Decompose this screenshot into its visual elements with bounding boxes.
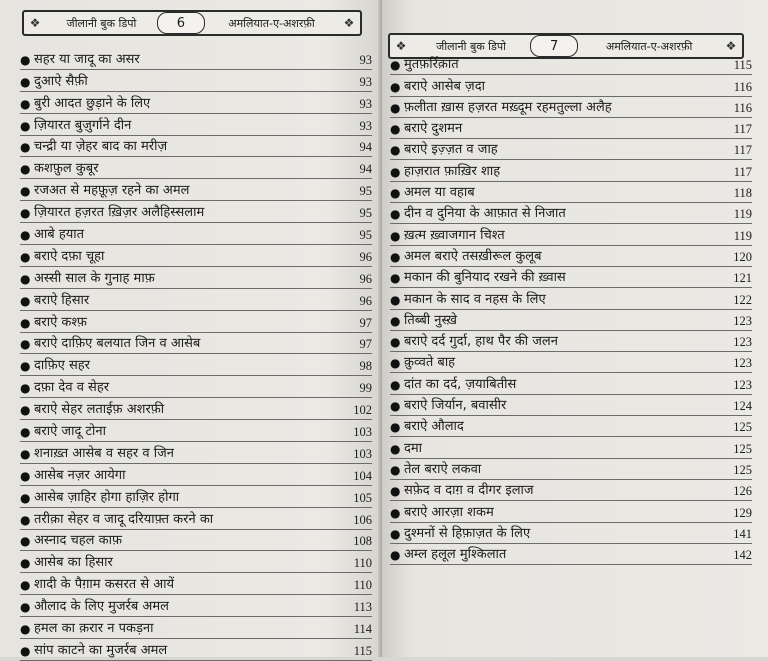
entry-title: बुरी आदत छुड़ाने के लिए <box>34 95 151 111</box>
toc-entry <box>20 639 372 661</box>
entry-title: अमल या वहाब <box>404 185 475 201</box>
bullet-icon: ● <box>20 425 31 440</box>
toc-entry <box>390 182 752 203</box>
toc-entry <box>390 544 752 565</box>
entry-page-number: 123 <box>733 313 752 328</box>
entry-page-number: 116 <box>733 79 752 94</box>
bullet-icon: ● <box>20 140 31 155</box>
entry-title: आसेब का हिसार <box>34 555 113 571</box>
table-of-contents <box>20 48 372 661</box>
bullet-icon: ● <box>20 74 31 89</box>
bullet-icon: ● <box>20 622 31 637</box>
bullet-icon: ● <box>20 184 31 199</box>
bullet-icon: ● <box>390 420 401 435</box>
toc-entry <box>390 459 752 480</box>
bullet-icon: ● <box>390 505 401 520</box>
entry-page-number: 94 <box>359 140 372 155</box>
entry-title: शनाख़्त आसेब व सहर व जिन <box>34 445 174 461</box>
entry-page-number: 125 <box>733 462 752 477</box>
entry-title: औलाद के लिए मुजर्रब अमल <box>34 599 169 615</box>
toc-entry <box>390 310 752 331</box>
toc-entry <box>20 70 372 92</box>
bullet-icon: ● <box>390 100 401 115</box>
entry-page-number: 96 <box>359 271 372 286</box>
toc-entry <box>20 551 372 573</box>
entry-page-number: 129 <box>733 505 752 520</box>
entry-page-number: 115 <box>353 643 372 658</box>
entry-page-number: 95 <box>359 184 372 199</box>
entry-page-number: 95 <box>359 206 372 221</box>
entry-page-number: 113 <box>353 600 372 615</box>
entry-page-number: 141 <box>733 526 752 541</box>
entry-title: तेल बराऐ लकवा <box>404 461 482 477</box>
entry-title: बराऐ दुशमन <box>404 121 463 137</box>
bullet-icon: ● <box>20 600 31 615</box>
entry-title: बराऐ दफ़ा चूहा <box>34 248 105 264</box>
toc-entry <box>390 480 752 501</box>
toc-entry <box>390 246 752 267</box>
entry-title: दुआऐ सैफ़ी <box>34 73 88 89</box>
entry-title: दफ़ा देव व सेहर <box>34 380 110 396</box>
bullet-icon: ● <box>390 271 401 286</box>
toc-entry <box>20 267 372 289</box>
toc-entry <box>390 501 752 522</box>
entry-page-number: 123 <box>733 335 752 350</box>
entry-page-number: 96 <box>359 293 372 308</box>
bullet-icon: ● <box>20 315 31 330</box>
entry-page-number: 110 <box>353 556 372 571</box>
page-number: 6 <box>157 12 205 34</box>
entry-title: मुतफ़र्रिक़ात <box>404 57 459 73</box>
entry-page-number: 122 <box>733 292 752 307</box>
ornament-icon: ❖ <box>725 39 737 53</box>
bullet-icon: ● <box>390 122 401 137</box>
bullet-icon: ● <box>20 381 31 396</box>
toc-entry <box>20 333 372 355</box>
toc-entry <box>20 223 372 245</box>
toc-entry <box>390 395 752 416</box>
bullet-icon: ● <box>390 186 401 201</box>
toc-entry <box>390 373 752 394</box>
entry-title: बराऐ जिर्यान, बवासीर <box>404 398 507 414</box>
entry-page-number: 110 <box>353 578 372 593</box>
entry-page-number: 99 <box>359 381 372 396</box>
entry-title: बराऐ इज़्ज़त व जाह <box>404 142 498 158</box>
entry-page-number: 114 <box>353 622 372 637</box>
left-page <box>0 0 382 657</box>
entry-title: सहर या जादू का असर <box>34 51 140 67</box>
entry-page-number: 93 <box>359 74 372 89</box>
right-page <box>382 0 768 657</box>
bullet-icon: ● <box>390 164 401 179</box>
entry-page-number: 103 <box>353 446 372 461</box>
toc-entry <box>390 139 752 160</box>
toc-entry <box>20 289 372 311</box>
toc-entry <box>390 224 752 245</box>
bullet-icon: ● <box>20 96 31 111</box>
entry-title: अम्ल हलूल मुश्किलात <box>404 547 507 563</box>
bullet-icon: ● <box>20 118 31 133</box>
bullet-icon: ● <box>390 441 401 456</box>
entry-title: अस्नाद चहल काफ़ <box>34 533 122 549</box>
toc-entry <box>390 267 752 288</box>
publisher-name: जीलानी बुक डिपो <box>436 39 506 53</box>
bullet-icon: ● <box>390 462 401 477</box>
toc-entry <box>20 92 372 114</box>
ornament-icon: ❖ <box>343 16 355 30</box>
toc-entry <box>390 352 752 373</box>
entry-page-number: 108 <box>353 534 372 549</box>
entry-page-number: 97 <box>359 337 372 352</box>
toc-entry <box>390 437 752 458</box>
entry-page-number: 102 <box>353 403 372 418</box>
entry-title: ज़ियारत हज़रत ख़िज़र अलैहिस्सलाम <box>34 205 205 221</box>
entry-title: कशफ़ुल कुबूर <box>34 161 99 177</box>
bullet-icon: ● <box>390 207 401 222</box>
toc-entry <box>20 114 372 136</box>
entry-title: दांत का दर्द, ज़याबितीस <box>404 376 517 392</box>
entry-title: दमा <box>404 440 423 456</box>
bullet-icon: ● <box>20 403 31 418</box>
entry-page-number: 126 <box>733 484 752 499</box>
toc-entry <box>20 398 372 420</box>
bullet-icon: ● <box>20 271 31 286</box>
entry-page-number: 93 <box>359 118 372 133</box>
bullet-icon: ● <box>20 512 31 527</box>
entry-title: आबे हयात <box>34 227 85 243</box>
entry-page-number: 94 <box>359 162 372 177</box>
entry-page-number: 105 <box>353 490 372 505</box>
page-number: 7 <box>530 35 578 57</box>
entry-title: फ़लीता ख़ास हज़रत मख़्दूम रहमतुल्ला अलैह <box>404 99 612 115</box>
entry-page-number: 95 <box>359 228 372 243</box>
bullet-icon: ● <box>20 490 31 505</box>
toc-entry <box>20 201 372 223</box>
toc-entry <box>20 157 372 179</box>
bullet-icon: ● <box>390 228 401 243</box>
toc-entry <box>390 54 752 75</box>
entry-title: आसेब ज़ाहिर होगा हाज़िर होगा <box>34 489 180 505</box>
entry-title: दाफ़िए सहर <box>34 358 90 374</box>
entry-title: बराऐ सेहर लताईफ़ अशरफ़ी <box>34 402 165 418</box>
entry-title: अस्सी साल के गुनाह माफ़ <box>34 270 155 286</box>
entry-page-number: 104 <box>353 468 372 483</box>
entry-title: बराऐ दर्द गुर्दा, हाथ पैर की जलन <box>404 334 558 350</box>
toc-entry <box>20 573 372 595</box>
page-header <box>22 10 362 36</box>
entry-page-number: 118 <box>733 186 752 201</box>
entry-page-number: 93 <box>359 96 372 111</box>
entry-title: हमल का क़रार न पकड़ना <box>34 621 154 637</box>
bullet-icon: ● <box>390 377 401 392</box>
bullet-icon: ● <box>20 468 31 483</box>
entry-title: दीन व दुनिया के आफ़ात से निजात <box>404 206 566 222</box>
bullet-icon: ● <box>390 399 401 414</box>
toc-entry <box>390 523 752 544</box>
entry-title: तिब्बी नुस्ख़े <box>404 312 458 328</box>
toc-entry <box>20 617 372 639</box>
bullet-icon: ● <box>20 206 31 221</box>
toc-entry <box>20 508 372 530</box>
entry-page-number: 116 <box>733 100 752 115</box>
entry-page-number: 123 <box>733 377 752 392</box>
entry-title: सांप काटने का मुजर्रब अमल <box>34 642 168 658</box>
bullet-icon: ● <box>20 162 31 177</box>
toc-entry <box>20 136 372 158</box>
toc-entry <box>20 530 372 552</box>
entry-title: बराऐ हिसार <box>34 292 90 308</box>
publisher-name: जीलानी बुक डिपो <box>66 16 137 30</box>
entry-title: बराऐ आरज़ा शकम <box>404 504 494 520</box>
entry-title: अमल बराऐ तसख़ीरूल कुलूब <box>404 248 542 264</box>
entry-page-number: 121 <box>733 271 752 286</box>
entry-title: मकान के साद व नहस के लिए <box>404 291 546 307</box>
entry-page-number: 142 <box>733 548 752 563</box>
toc-entry <box>20 179 372 201</box>
bullet-icon: ● <box>20 556 31 571</box>
bullet-icon: ● <box>20 643 31 658</box>
toc-entry <box>390 160 752 181</box>
entry-page-number: 97 <box>359 315 372 330</box>
toc-entry <box>390 416 752 437</box>
entry-page-number: 103 <box>353 425 372 440</box>
entry-page-number: 93 <box>359 52 372 67</box>
entry-page-number: 106 <box>353 512 372 527</box>
entry-page-number: 120 <box>733 249 752 264</box>
entry-title: ख़त्म ख़्वाजगान चिश्त <box>404 227 505 243</box>
toc-entry <box>390 331 752 352</box>
toc-entry <box>390 75 752 96</box>
entry-title: सफ़ेद व दाग़ व दीगर इलाज <box>404 483 534 499</box>
entry-title: शादी के पैग़ाम कसरत से आयें <box>34 577 175 593</box>
entry-page-number: 123 <box>733 356 752 371</box>
bullet-icon: ● <box>390 249 401 264</box>
entry-title: बराऐ औलाद <box>404 419 464 435</box>
toc-entry <box>20 354 372 376</box>
toc-entry <box>390 288 752 309</box>
bullet-icon: ● <box>390 313 401 328</box>
entry-title: बराऐ दाफ़िए बलयात जिन व आसेब <box>34 336 201 352</box>
entry-title: बराऐ कश्फ़ <box>34 314 87 330</box>
bullet-icon: ● <box>20 249 31 264</box>
entry-title: हाज़रात फ़ाख़िर शाह <box>404 163 501 179</box>
bullet-icon: ● <box>20 446 31 461</box>
toc-entry <box>20 442 372 464</box>
table-of-contents <box>390 54 752 565</box>
bullet-icon: ● <box>20 337 31 352</box>
toc-entry <box>20 376 372 398</box>
toc-entry <box>20 245 372 267</box>
book-title: अमलियात-ए-अशरफ़ी <box>228 16 315 30</box>
entry-page-number: 125 <box>733 420 752 435</box>
bullet-icon: ● <box>390 292 401 307</box>
bullet-icon: ● <box>390 356 401 371</box>
bullet-icon: ● <box>390 335 401 350</box>
book-title: अमलियात-ए-अशरफ़ी <box>605 39 693 53</box>
bullet-icon: ● <box>390 79 401 94</box>
toc-entry <box>20 464 372 486</box>
entry-page-number: 124 <box>733 399 752 414</box>
ornament-icon: ❖ <box>395 39 407 53</box>
toc-entry <box>20 486 372 508</box>
bullet-icon: ● <box>390 58 401 73</box>
entry-title: दुश्मनों से हिफ़ाज़त के लिए <box>404 525 531 541</box>
toc-entry <box>390 203 752 224</box>
entry-title: चन्द्री या ज़ेहर बाद का मरीज़ <box>34 139 168 155</box>
bullet-icon: ● <box>390 484 401 499</box>
bullet-icon: ● <box>390 526 401 541</box>
entry-title: मकान की बुनियाद रखने की ख़्वास <box>404 270 566 286</box>
entry-title: तरीक़ा सेहर व जादू दरियाफ़्त करने का <box>34 511 214 527</box>
entry-page-number: 125 <box>733 441 752 456</box>
entry-title: बराऐ जादू टोना <box>34 424 106 440</box>
entry-page-number: 117 <box>733 143 752 158</box>
entry-page-number: 98 <box>359 359 372 374</box>
toc-entry <box>20 48 372 70</box>
entry-title: बराऐ आसेब ज़दा <box>404 78 485 94</box>
entry-title: क़ुव्वते बाह <box>404 355 456 371</box>
toc-entry <box>20 420 372 442</box>
entry-title: आसेब नज़र आयेगा <box>34 467 126 483</box>
toc-entry <box>390 97 752 118</box>
toc-entry <box>20 595 372 617</box>
entry-page-number: 115 <box>733 58 752 73</box>
bullet-icon: ● <box>20 359 31 374</box>
bullet-icon: ● <box>390 548 401 563</box>
bullet-icon: ● <box>390 143 401 158</box>
bullet-icon: ● <box>20 534 31 549</box>
entry-page-number: 96 <box>359 249 372 264</box>
toc-entry <box>390 118 752 139</box>
entry-title: ज़ियारत बुज़ुर्गाने दीन <box>34 117 132 133</box>
entry-page-number: 119 <box>733 228 752 243</box>
bullet-icon: ● <box>20 228 31 243</box>
bullet-icon: ● <box>20 578 31 593</box>
entry-page-number: 117 <box>733 164 752 179</box>
entry-page-number: 117 <box>733 122 752 137</box>
bullet-icon: ● <box>20 52 31 67</box>
bullet-icon: ● <box>20 293 31 308</box>
entry-page-number: 119 <box>733 207 752 222</box>
entry-title: रजअत से महफ़ूज़ रहने का अमल <box>34 183 190 199</box>
toc-entry <box>20 311 372 333</box>
ornament-icon: ❖ <box>29 16 41 30</box>
